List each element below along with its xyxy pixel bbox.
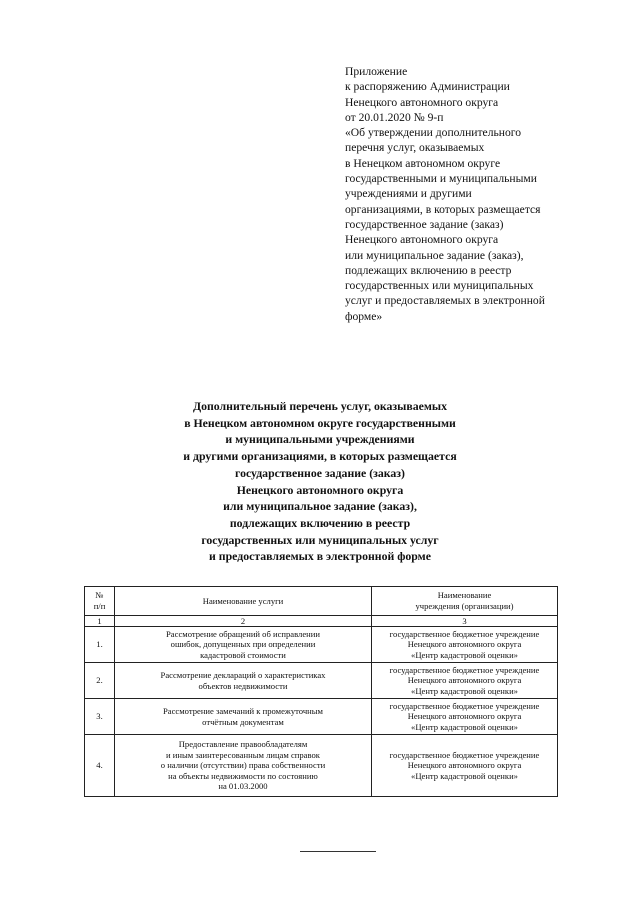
column-number: 3	[372, 616, 558, 627]
title-line: и другими организациями, в которых размещается	[183, 449, 457, 464]
document-title	[110, 398, 530, 565]
header-number-line: п/п	[93, 601, 106, 611]
service-line: о наличии (отсутствии) права собственности	[160, 760, 326, 771]
institution-line: Ненецкого автономного округа	[407, 639, 522, 650]
service-line: Рассмотрение замечаний к промежуточным	[163, 705, 323, 716]
table-row	[85, 735, 558, 797]
column-number: 2	[115, 616, 372, 627]
institution-line: Ненецкого автономного округа	[407, 711, 522, 722]
title-line: Дополнительный перечень услуг, оказываемых	[192, 399, 448, 413]
appendix-line: Ненецкого автономного округа	[345, 233, 499, 247]
institution-name	[372, 663, 558, 699]
service-name	[115, 663, 372, 699]
appendix-line: от 20.01.2020 № 9-п	[345, 110, 444, 124]
service-line: Предоставление правообладателям	[178, 739, 308, 750]
title-line: подлежащих включению в реестр	[229, 515, 411, 530]
institution-line: государственное бюджетное учреждение	[389, 700, 540, 711]
appendix-line: Приложение	[345, 65, 408, 78]
title-line: государственное задание (заказ)	[235, 465, 405, 480]
institution-line: государственное бюджетное учреждение	[389, 749, 540, 760]
service-name	[115, 699, 372, 735]
institution-name	[372, 699, 558, 735]
title-line: в Ненецком автономном округе государственными	[184, 415, 456, 430]
appendix-line: Ненецкого автономного округа	[345, 95, 499, 109]
appendix-line: подлежащих включению в реестр	[345, 263, 512, 277]
service-line: и иным заинтересованным лицам справок	[166, 749, 320, 760]
institution-line: «Центр кадастровой оценки»	[411, 721, 518, 732]
appendix-line: в Ненецком автономном округе	[345, 156, 501, 170]
title-line: или муниципальное задание (заказ),	[223, 499, 417, 514]
title-line: и предоставляемых в электронной форме	[209, 549, 431, 564]
header-number	[85, 587, 115, 616]
institution-line: государственное бюджетное учреждение	[389, 628, 540, 639]
institution-line: «Центр кадастровой оценки»	[411, 685, 518, 696]
appendix-line: учреждениями и другими	[345, 187, 472, 201]
header-institution	[372, 587, 558, 616]
service-line: отчётным документам	[202, 716, 284, 727]
service-line: кадастровой стоимости	[200, 649, 286, 660]
institution-line: Ненецкого автономного округа	[407, 675, 522, 686]
service-line: объектов недвижимости	[198, 680, 288, 691]
institution-name	[372, 627, 558, 663]
appendix-line: государственными и муниципальными	[345, 172, 537, 186]
table-header-row	[85, 587, 558, 616]
row-number: 1.	[85, 627, 115, 663]
appendix-line: организациями, в которых размещается	[345, 202, 541, 216]
appendix-line: или муниципальное задание (заказ),	[345, 248, 524, 262]
title-line: Ненецкого автономного округа	[236, 482, 404, 497]
services-table	[84, 586, 558, 797]
service-line: Рассмотрение деклараций о характеристиках	[160, 669, 326, 680]
service-line: на 01.03.2000	[218, 781, 268, 792]
service-line: Рассмотрение обращений об исправлении	[166, 628, 320, 639]
appendix-line: услуг и предоставляемых в электронной	[345, 294, 545, 308]
service-name	[115, 735, 372, 797]
service-name	[115, 627, 372, 663]
appendix-line: государственных или муниципальных	[345, 279, 534, 293]
appendix-line: форме»	[345, 309, 383, 323]
closing-rule	[300, 851, 376, 852]
institution-line: «Центр кадастровой оценки»	[411, 770, 518, 781]
header-institution-line: учреждения (организации)	[415, 601, 514, 611]
header-service: Наименование услуги	[115, 587, 372, 616]
appendix-line: к распоряжению Администрации	[345, 80, 510, 94]
table-row	[85, 627, 558, 663]
table-row	[85, 663, 558, 699]
institution-line: государственное бюджетное учреждение	[389, 664, 540, 675]
service-line: ошибок, допущенных при определении	[170, 639, 316, 650]
appendix-line: «Об утверждении дополнительного	[345, 126, 522, 140]
header-institution-line: Наименование	[437, 590, 492, 601]
title-line: и муниципальными учреждениями	[225, 432, 415, 447]
row-number: 2.	[85, 663, 115, 699]
institution-line: «Центр кадастровой оценки»	[411, 649, 518, 660]
appendix-block	[345, 64, 605, 324]
title-line: государственных или муниципальных услуг	[201, 532, 439, 547]
column-number-row	[85, 616, 558, 627]
appendix-line: государственное задание (заказ)	[345, 217, 504, 231]
appendix-line: перечня услуг, оказываемых	[345, 141, 485, 155]
table-row	[85, 699, 558, 735]
row-number: 4.	[85, 735, 115, 797]
column-number: 1	[85, 616, 115, 627]
row-number: 3.	[85, 699, 115, 735]
header-number-line: №	[95, 590, 104, 601]
institution-name	[372, 735, 558, 797]
service-line: на объекты недвижимости по состоянию	[168, 770, 318, 781]
institution-line: Ненецкого автономного округа	[407, 760, 522, 771]
